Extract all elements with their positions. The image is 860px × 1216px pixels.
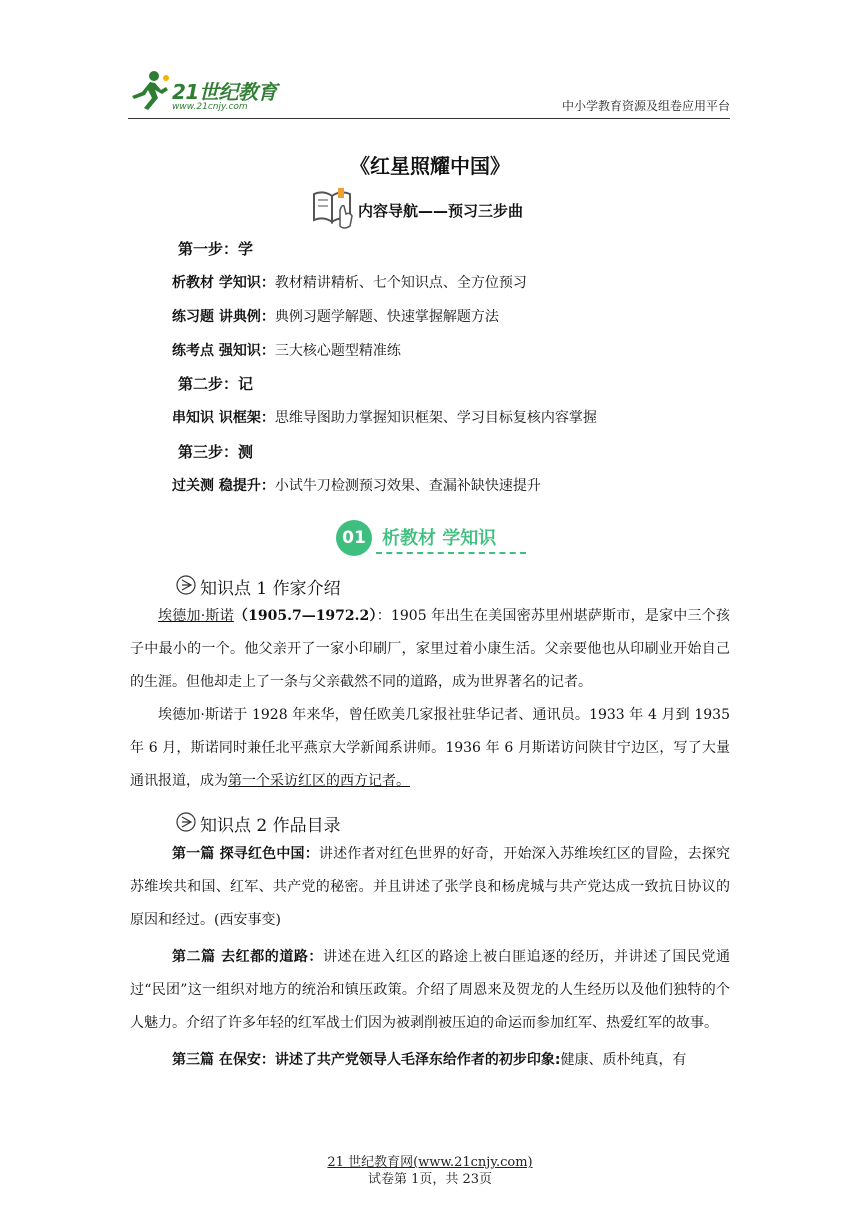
arrow-circle-icon xyxy=(176,812,196,832)
logo-title: 21世纪教育 xyxy=(172,80,277,104)
step-line xyxy=(172,475,541,495)
author-dates: （1905.7—1972.2） xyxy=(233,608,377,624)
nav-heading: 内容导航——预习三步曲 xyxy=(358,202,524,220)
step-1-heading: 第一步：学 xyxy=(178,240,254,258)
step-line-label: 过关测 稳提升： xyxy=(172,478,275,494)
chapter-entry xyxy=(130,838,730,937)
chapter-text: 讲述在进入红区的路途上被白匪追逐的经历，并讲述了国民党通过“民团”这一组织对地方的统治和镇压政策。介绍了周恩来及贺龙的人生经历以及他们独特的个人魅力。介绍了许多年轻的红军战士们因为被剥削被压迫的命运而参加红军、热爱红军的故事。 xyxy=(130,949,731,1031)
section-divider xyxy=(376,552,526,554)
knowledge-point-title: 知识点 1 作家介绍 xyxy=(200,579,341,599)
page-header xyxy=(128,66,730,119)
section-banner xyxy=(336,516,526,556)
section-number: 01 xyxy=(336,520,372,556)
step-line xyxy=(172,272,527,292)
works-catalog xyxy=(130,838,730,1077)
footer-site-link[interactable]: 21 世纪教育网(www.21cnjy.com) xyxy=(327,1155,533,1170)
section-title: 析教材 学知识 xyxy=(382,528,497,549)
chapter-entry xyxy=(130,941,730,1040)
step-line-text: 小试牛刀检测预习效果、查漏补缺快速提升 xyxy=(274,478,541,494)
runner-logo-icon xyxy=(128,70,172,110)
page-title: 《红星照耀中国》 xyxy=(350,154,510,178)
step-line-text: 思维导图助力掌握知识框架、学习目标复核内容掌握 xyxy=(274,410,597,426)
author-intro xyxy=(130,600,730,798)
book-hand-icon xyxy=(310,186,356,230)
step-line-label: 练考点 强知识： xyxy=(172,343,275,359)
chapter-label: 第二篇 去红都的道路： xyxy=(172,949,323,965)
paragraph-text: ：1905 年出生在美国密苏里州堪萨斯市，是家中三个孩子中最小的一个。他父亲开了一家小印刷厂，家里过着小康生活。父亲要他也从印刷业开始自己的生涯。但他却走上了一条与父亲截然不同的道路，成为世界著名的记者。 xyxy=(130,608,731,690)
chapter-text: 讲述作者对红色世界的好奇，开始深入苏维埃红区的冒险，去探究苏维埃共和国、红军、共产党的秘密。并且讲述了张学良和杨虎城与共产党达成一致抗日协议的原因和经过。(西安事变) xyxy=(130,846,731,928)
chapter-label: 第一篇 探寻红色中国： xyxy=(172,846,319,862)
paragraph-text: 埃德加·斯诺于 1928 年来华，曾任欧美几家报社驻华记者、通讯员。1933 年 4 月到 1935 年 6 月，斯诺同时兼任北平燕京大学新闻系讲师。1936 年 6 月斯诺访问陕甘宁边区，写了大量通讯报道，成为 xyxy=(130,707,730,789)
author-name: 埃德加·斯诺 xyxy=(158,608,234,624)
step-line-text: 典例习题学解题、快速掌握解题方法 xyxy=(274,309,499,325)
step-line xyxy=(172,407,597,427)
paragraph xyxy=(130,600,730,699)
step-line-label: 串知识 识框架： xyxy=(172,410,275,426)
step-line xyxy=(172,340,401,360)
key-fact: 第一个采访红区的西方记者。 xyxy=(228,773,410,789)
chapter-entry xyxy=(130,1044,730,1077)
step-line-text: 教材精讲精析、七个知识点、全方位预习 xyxy=(274,275,527,291)
logo-url: www.21cnjy.com xyxy=(172,102,248,112)
paragraph xyxy=(130,699,730,798)
header-platform-text: 中小学教育资源及组卷应用平台 xyxy=(561,99,730,113)
site-logo[interactable] xyxy=(128,66,288,114)
knowledge-point-title: 知识点 2 作品目录 xyxy=(200,816,341,836)
step-3-heading: 第三步：测 xyxy=(178,443,254,461)
chapter-text: 健康、质朴纯真，有 xyxy=(560,1052,687,1068)
arrow-circle-icon xyxy=(176,575,196,595)
step-2-heading: 第二步：记 xyxy=(178,375,254,393)
step-line-label: 练习题 讲典例： xyxy=(172,309,275,325)
step-line xyxy=(172,306,499,326)
step-line-label: 析教材 学知识： xyxy=(172,275,275,291)
chapter-label: 第三篇 在保安：讲述了共产党领导人毛泽东给作者的初步印象: xyxy=(172,1052,561,1068)
footer-page-number: 试卷第 1页，共 23页 xyxy=(367,1172,493,1187)
step-line-text: 三大核心题型精准练 xyxy=(274,343,401,359)
